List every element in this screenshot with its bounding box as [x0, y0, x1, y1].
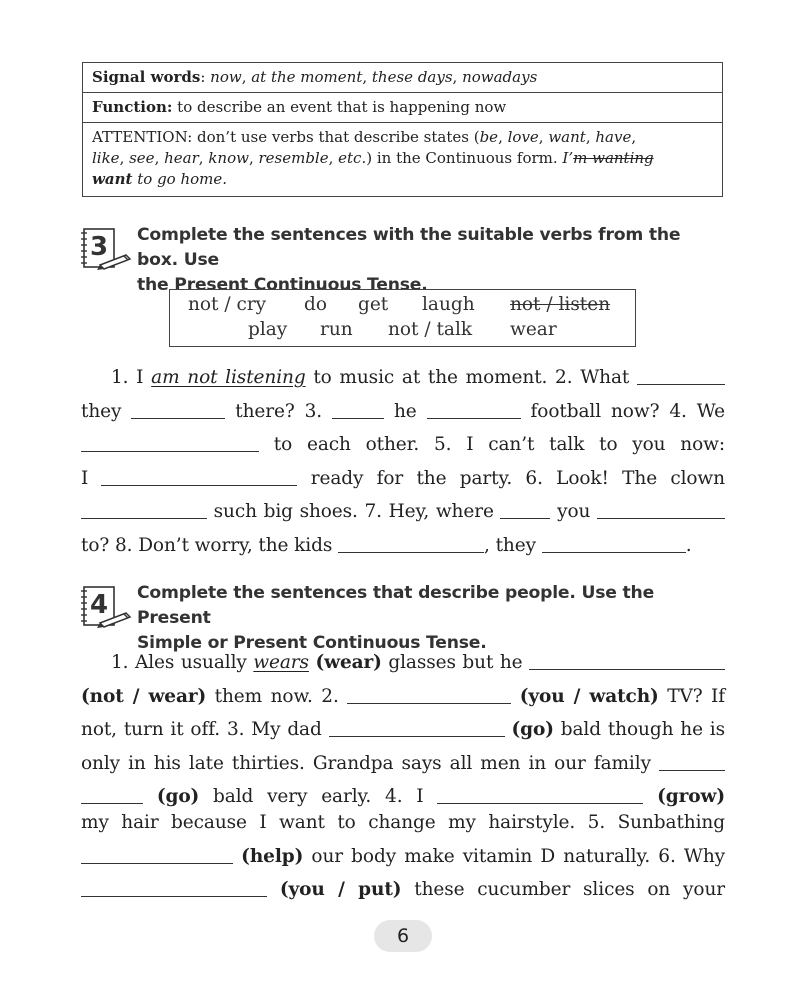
text: not, turn it off. 3. My dad	[81, 719, 329, 741]
text: such big shoes. 7. Hey, where	[207, 501, 501, 523]
text: to each other. 5. I can’t talk to you now:	[259, 434, 725, 456]
verb-row	[170, 294, 635, 319]
state-verb: like	[92, 149, 120, 167]
signal-words-label: Signal words	[92, 68, 201, 86]
attention-text: ) in the Continuous form.	[366, 149, 563, 167]
text-line	[81, 646, 725, 680]
text: football now? 4. We	[520, 400, 725, 422]
attention-row	[83, 123, 722, 196]
answer-blank[interactable]	[529, 651, 725, 670]
correct-example-rest: to go home.	[132, 170, 228, 188]
title-line: Simple or Present Continuous Tense.	[137, 633, 487, 653]
text-line	[81, 873, 725, 907]
function-row	[83, 93, 722, 123]
text: to? 8. Don’t worry, the kids	[81, 534, 339, 556]
text: my hair because I want to change my hairstyle. 5. Sunbathing	[81, 811, 725, 833]
exercise-3-header	[80, 225, 726, 295]
state-verb: love	[507, 128, 539, 146]
verb-hint: (go)	[156, 786, 200, 808]
example-answer: am not listening	[151, 367, 306, 388]
title-line: Complete the sentences with the suitable verbs from the box. Use	[137, 225, 681, 270]
answer-blank[interactable]	[659, 752, 725, 771]
attention-text: ATTENTION: don’t use verbs that describe states (	[92, 128, 480, 146]
text: TV? If	[658, 685, 725, 707]
state-verb: have	[595, 128, 632, 146]
sep: ,	[585, 128, 596, 146]
verb-box	[169, 289, 636, 347]
sep: ,	[452, 68, 463, 86]
function-label: Function:	[92, 98, 173, 116]
text: to music at the moment. 2. What	[305, 367, 637, 388]
exercise-3-text	[81, 361, 725, 563]
text: our body make vitamin D naturally. 6. Why	[303, 845, 725, 867]
answer-blank[interactable]	[500, 500, 550, 519]
text-line	[81, 495, 725, 529]
signal-word: now	[210, 68, 242, 86]
text-line	[81, 529, 725, 563]
text: glasses but he	[381, 652, 530, 673]
notebook-pencil-icon	[80, 225, 134, 271]
exercise-number: 3	[89, 232, 109, 262]
verb-row	[170, 319, 635, 344]
answer-blank[interactable]	[347, 685, 511, 704]
wrong-example-strikethrough: m wanting	[573, 149, 654, 167]
verb-hint: (wear)	[315, 652, 382, 673]
text: bald though he is	[553, 719, 726, 741]
verb-hint: (you / put)	[279, 879, 402, 901]
wrong-example: I’	[562, 149, 574, 167]
verb-hint: (you / watch)	[519, 685, 659, 707]
verb-option: do	[304, 294, 327, 315]
verb-option: not / cry	[188, 294, 267, 315]
state-verb: want	[548, 128, 586, 146]
text: he	[384, 400, 427, 422]
sep: ,	[498, 128, 508, 146]
verb-hint: (grow)	[657, 786, 726, 808]
text: them now. 2.	[206, 685, 348, 707]
exercise-4-text	[81, 646, 725, 907]
verb-option: get	[358, 294, 389, 315]
verb-option-used: not / listen	[510, 294, 611, 315]
state-verb: resemble	[258, 149, 329, 167]
text-line	[81, 840, 725, 874]
verb-option: laugh	[422, 294, 475, 315]
answer-blank[interactable]	[597, 500, 725, 519]
text-line	[81, 361, 725, 395]
verb-hint: (not / wear)	[81, 685, 207, 707]
text: ready for the party. 6. Look! The clown	[297, 467, 725, 489]
grammar-info-table	[82, 62, 723, 197]
text-line	[81, 713, 725, 747]
answer-blank[interactable]	[338, 534, 484, 553]
correct-example: want	[92, 170, 133, 188]
verb-option: run	[320, 319, 353, 340]
answer-blank[interactable]	[81, 878, 267, 897]
text-line	[81, 680, 725, 714]
state-verb: be	[479, 128, 499, 146]
exercise-4-header	[80, 583, 726, 653]
sep: ,	[362, 68, 372, 86]
sep: ,	[248, 149, 259, 167]
text: bald very early. 4. I	[199, 786, 438, 808]
text: you	[550, 501, 597, 523]
state-verb: hear	[164, 149, 199, 167]
page-number: 6	[374, 920, 432, 952]
title-line: the Present Continuous Tense.	[137, 275, 428, 295]
text: they	[81, 400, 132, 422]
answer-blank[interactable]	[81, 845, 233, 864]
answer-blank[interactable]	[81, 433, 259, 452]
text: 1. I	[111, 367, 152, 388]
state-verb: know	[208, 149, 249, 167]
verb-hint: (go)	[511, 719, 554, 741]
exercise-title	[137, 223, 726, 298]
answer-blank[interactable]	[542, 534, 686, 553]
sep: ,	[241, 68, 252, 86]
sep: ,	[631, 128, 637, 146]
text: there? 3.	[225, 400, 333, 422]
answer-blank[interactable]	[81, 500, 207, 519]
answer-blank[interactable]	[637, 366, 725, 385]
answer-blank[interactable]	[427, 400, 521, 419]
text-line	[81, 428, 725, 462]
verb-option: wear	[510, 319, 557, 340]
text: .	[685, 534, 692, 556]
signal-word: these days	[371, 68, 453, 86]
answer-blank[interactable]	[437, 785, 643, 804]
title-line: Complete the sentences that describe people. Use the Present	[137, 583, 655, 628]
example-answer: wears	[253, 652, 309, 673]
sep: ,	[154, 149, 165, 167]
signal-word: at the moment	[251, 68, 363, 86]
text: these cucumber slices on your	[401, 879, 726, 901]
text: , they	[484, 534, 542, 556]
function-text: to describe an event that is happening now	[172, 98, 507, 116]
text-line	[81, 395, 725, 429]
sep: ,	[538, 128, 549, 146]
sep: ,	[198, 149, 209, 167]
answer-blank[interactable]	[81, 785, 143, 804]
text: 1. Ales usually	[111, 652, 254, 673]
state-verb: etc.	[338, 149, 367, 167]
verb-hint: (help)	[241, 845, 304, 867]
text-line	[81, 747, 725, 781]
text: I	[81, 467, 102, 489]
answer-blank[interactable]	[329, 718, 505, 737]
answer-blank[interactable]	[332, 400, 384, 419]
signal-words-row	[83, 63, 722, 93]
text-line	[81, 806, 725, 840]
verb-option: not / talk	[388, 319, 473, 340]
answer-blank[interactable]	[131, 400, 225, 419]
signal-word: nowadays	[462, 68, 538, 86]
text-line	[81, 462, 725, 496]
exercise-number: 4	[89, 590, 109, 620]
notebook-pencil-icon	[80, 583, 134, 629]
exercise-title	[137, 581, 726, 656]
state-verb: see	[129, 149, 155, 167]
sep: :	[200, 68, 211, 86]
sep: ,	[328, 149, 339, 167]
text: only in his late thirties. Grandpa says all men in our family	[81, 752, 651, 774]
verb-option: play	[248, 319, 288, 340]
answer-blank[interactable]	[101, 467, 297, 486]
sep: ,	[119, 149, 130, 167]
